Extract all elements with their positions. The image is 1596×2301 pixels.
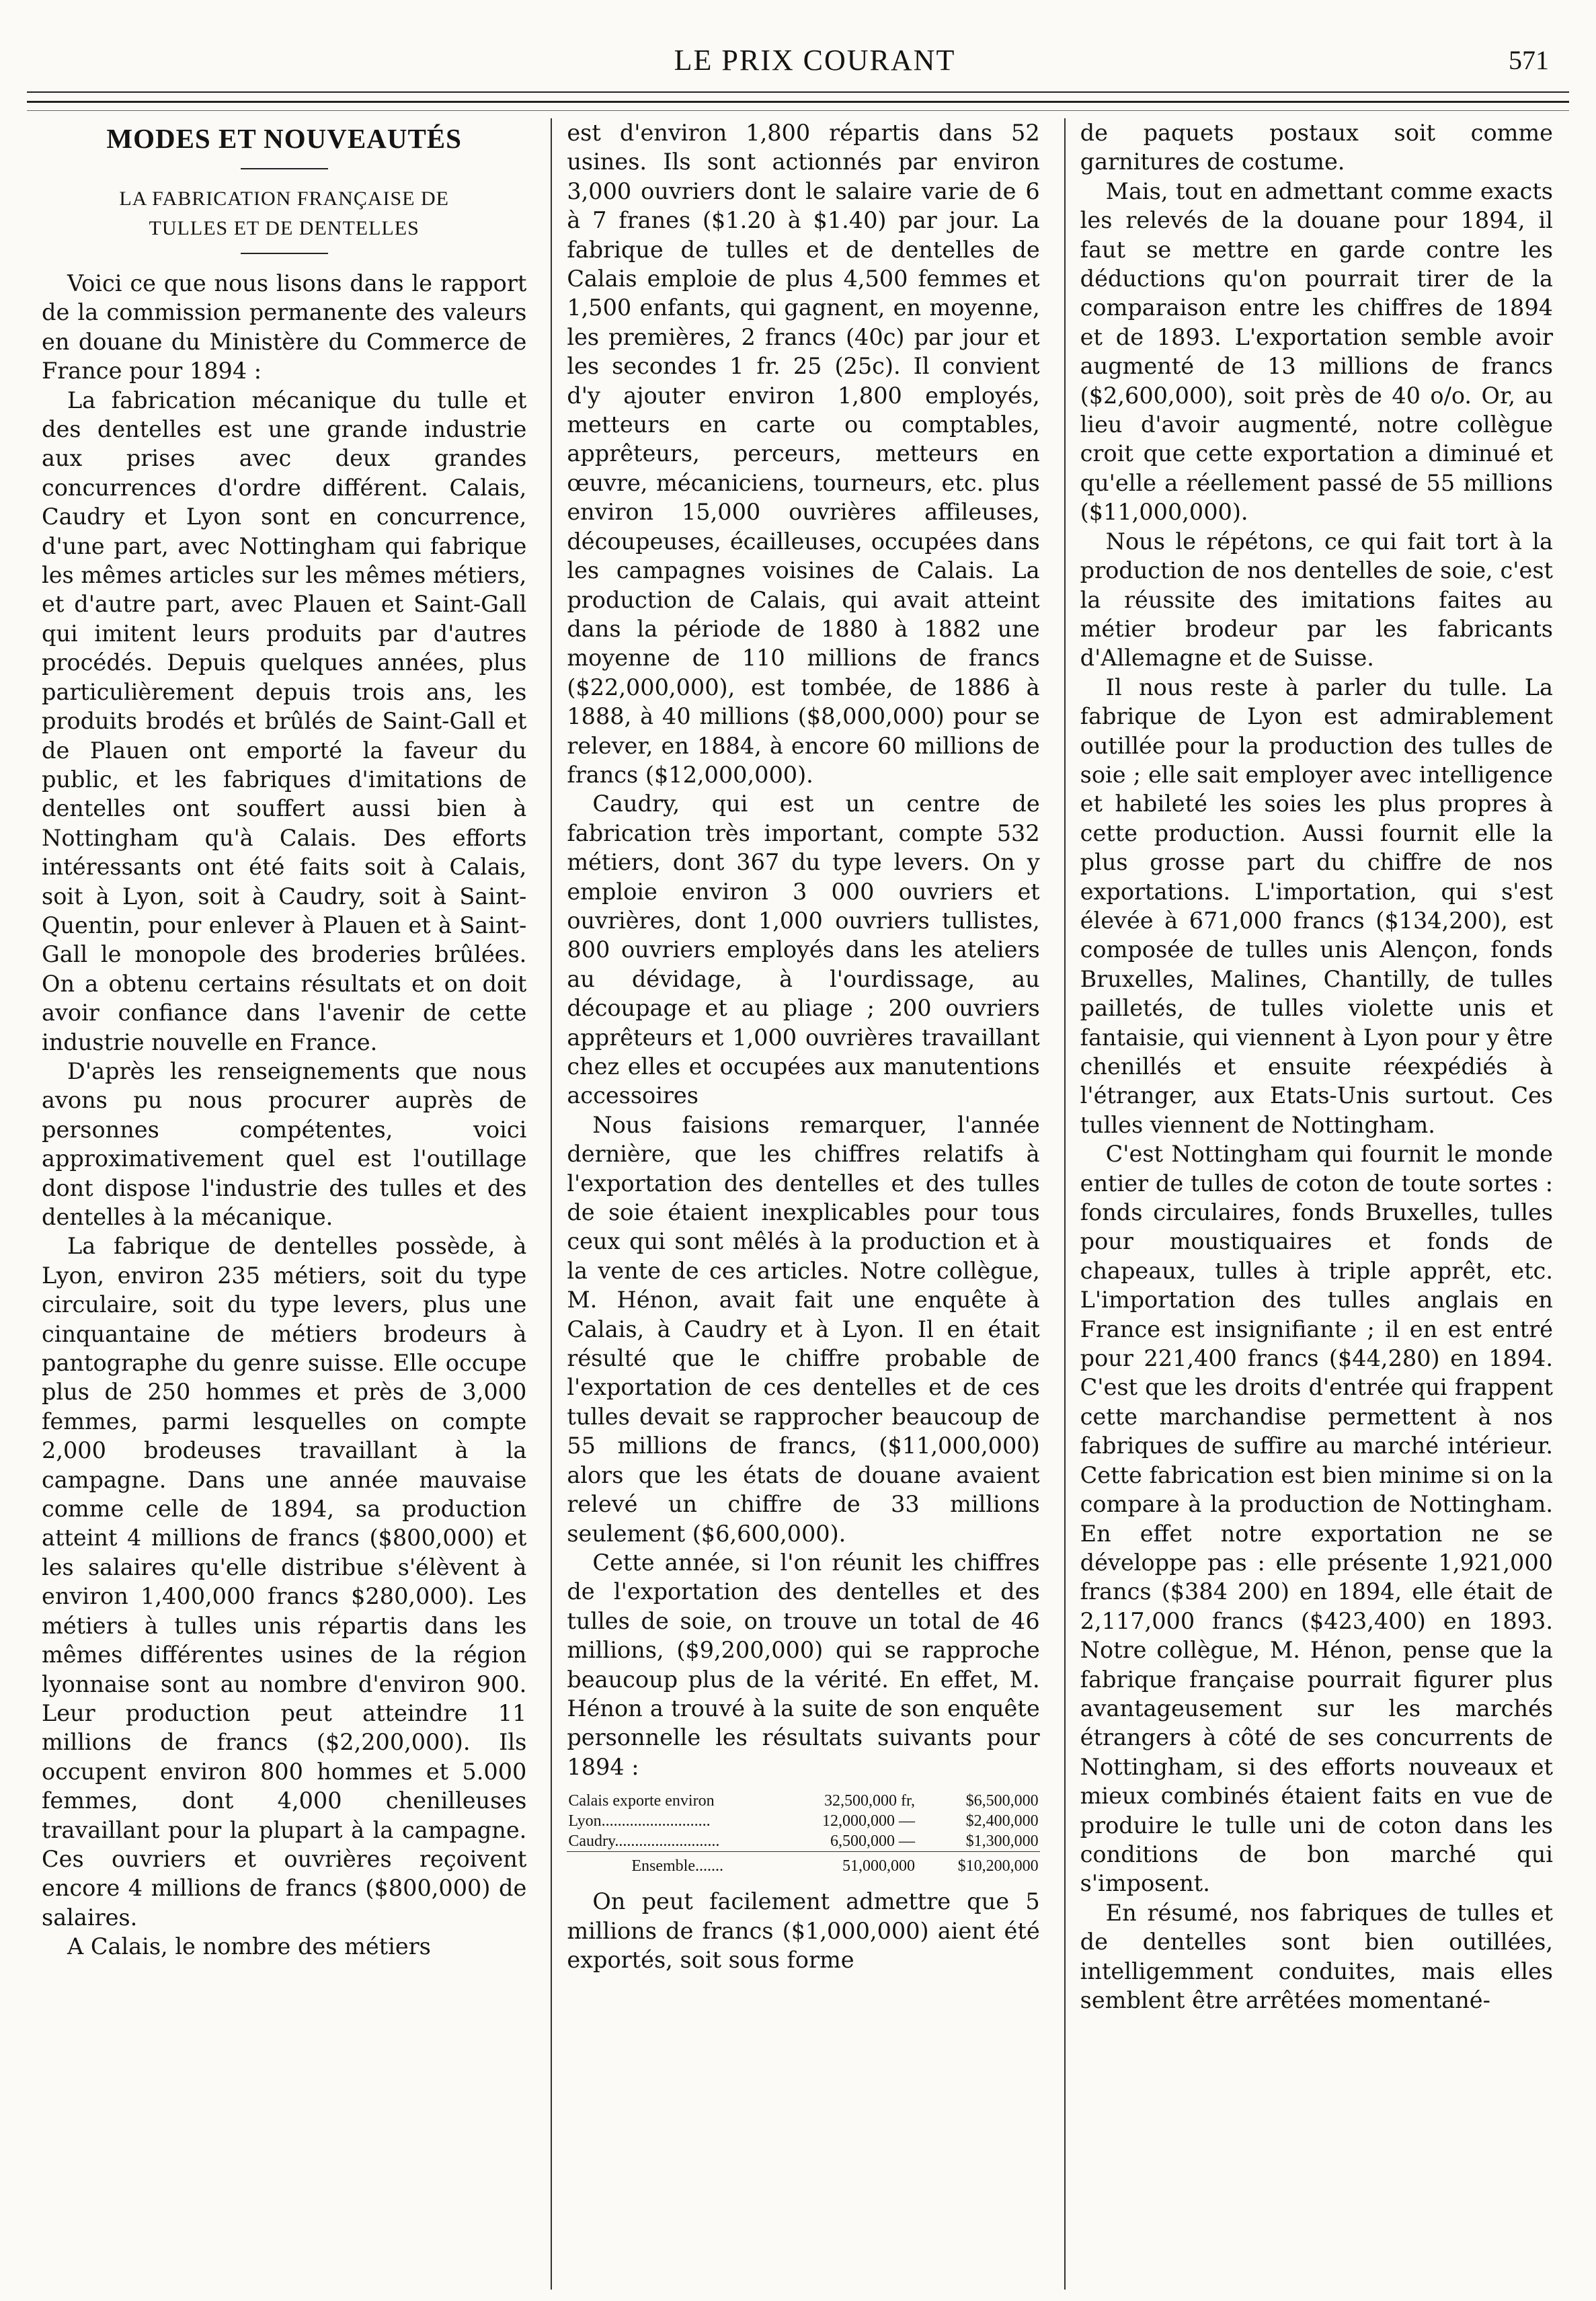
paragraph: Mais, tout en admettant comme exacts les relevés de la douane pour 1894, il faut se mettre en garde contre les déductions qu'on pourrait tirer de la comparaison entre les chiffres de 1894 et de 1893. L'exportation semble avoir augmenté de 13 millions de francs ($2,600,000), soit près de 40 o/o. Or, au lieu d'avoir augmenté, notre collègue croit que cette exportation a diminué et qu'elle a réellement passé de 55 millions ($11,000,000). <box>1080 177 1553 526</box>
column-left <box>38 118 530 2290</box>
paragraph: C'est Nottingham qui fournit le monde entier de tulles de coton de toute sortes : fonds circulaires, fonds Bruxelles, tulles pour moustiquaires et fonds de chapeaux, tulles à triple apprêt, etc. L'importation des tulles anglais en France est insignifiante ; il en est entré pour 221,400 francs ($44,280) en 1894. C'est que les droits d'entrée qui frappent cette marchandise permettent à nos fabriques de suffire au marché intérieur. Cette fabrication est bien minime si on la compare à la production de Nottingham. En effet notre exportation ne se développe pas : elle présente 1,921,000 francs ($384 200) en 1894, elle était de 2,117,000 francs ($423,400) en 1893. Notre collègue, M. Hénon, pense que la fabrique française pourrait figurer plus avantageusement sur les marchés étrangers à côté de ses concurrents de Nottingham, si des efforts nouveaux et mieux combinés étaient faits en vue de produire le tulle uni de coton dans les conditions de bon marché qui s'imposent. <box>1080 1141 1553 1897</box>
header-rule-thick <box>27 101 1569 103</box>
row-label: Caudry.......................... <box>568 1832 720 1851</box>
paragraph: Cette année, si l'on réunit les chiffres de l'exportation des dentelles et des tulles de soie, on trouve un total de 46 millions, ($9,200,000) qui se rapproche beaucoup plus de la vérité. En effet, M. Hénon a trouvé à la suite de son enquête personnelle les résultats suivants pour 1894 : <box>567 1549 1040 1780</box>
paragraph: Il nous reste à parler du tulle. La fabrique de Lyon est admirablement outillée pour la production des tulles de soie ; elle sait employer avec intelligence et habileté les soies les plus propres à cette production. Aussi fournit elle la plus grosse part du chiffre de nos exportations. L'importation, qui s'est élevée à 671,000 francs ($134,200), est composée de tulles unis Alençon, fonds Bruxelles, Malines, Chantilly, de tulles pailletés, de tulles violette unis et fantaisie, qui viennent à Lyon pour y être chenillés et ensuite réexpédiés à l'étranger, aux Etats-Unis surtout. Ces tulles viennent de Nottingham. <box>1080 674 1553 1138</box>
row-dollars: $6,500,000 <box>965 1792 1039 1810</box>
export-table <box>567 1791 1039 1876</box>
paragraph: Caudry, qui est un centre de fabrication très important, compte 532 métiers, dont 367 du type levers. On y emploie environ 3 000 ouvriers et ouvrières, dont 1,000 ouvriers tullistes, 800 ouvriers employés dans les ateliers au dévidage, à l'ourdissage, au découpage et au pliage ; 200 ouvriers apprêteurs et 1,000 ouvrières travaillant chez elles et occupées aux manutentions accessoires <box>567 791 1040 1109</box>
paragraph: Nous le répétons, ce qui fait tort à la production de nos dentelles de soie, c'est la réussite des imitations faites au métier brodeur par les fabricants d'Allemagne et de Suisse. <box>1080 528 1553 672</box>
article-title-line-1: LA FABRICATION FRANÇAISE DE <box>119 188 449 210</box>
row-dollars: $1,300,000 <box>965 1832 1039 1851</box>
paragraph: La fabrication mécanique du tulle et des dentelles est une grande industrie aux prises avec deux grandes concurrences d'ordre différent. Calais, Caudry et Lyon sont en concurrence, d'une part, avec Nottingham qui fabrique les mêmes articles sur les mêmes métiers, et d'autre part, avec Plauen et Saint-Gall qui imitent leurs produits par d'autres procédés. Depuis quelques années, plus particulièrement depuis trois ans, les produits brodés et brûlés de Saint-Gall et de Plauen ont emporté la faveur du public, et les fabriques d'imitations de dentelles ont souffert aussi bien à Nottingham qu'à Calais. Des efforts intéressants ont été faits soit à Calais, soit à Lyon, soit à Caudry, soit à Saint-Quentin, pour enlever à Plauen et à Saint-Gall le monopole des broderies brûlées. On a obtenu certains résultats et on doit avoir confiance dans l'avenir de cette industrie nouvelle en France. <box>42 387 527 1055</box>
row-dollars: $2,400,000 <box>965 1812 1039 1830</box>
header-rule-thin <box>27 110 1569 111</box>
row-francs: 6,500,000 — <box>830 1832 916 1851</box>
paragraph: est d'environ 1,800 répartis dans 52 usines. Ils sont actionnés par environ 3,000 ouvriers dont le salaire varie de 6 à 7 franes ($1.20 à $1.40) par jour. La fabrique de tulles et de dentelles de Calais emploie de plus 4,500 femmes et 1,500 enfants, qui gagnent, en moyenne, les premières, 2 francs (40c) par jour et les secondes 1 fr. 25 (25c). Il convient d'y ajouter environ 1,800 employés, metteurs en carte ou comptables, apprêteurs, perceurs, metteurs en œuvre, mécaniciens, tourneurs, etc. plus environ 15,000 ouvrières affileuses, découpeuses, écailleuses, occupées dans les campagnes voisines de Calais. La production de Calais, qui avait atteint dans la période de 1880 à 1882 une moyenne de 110 millions de francs ($22,000,000), est tombée, de 1886 à 1888, à 40 millions ($8,000,000) pour se relever, en 1884, à encore 60 millions de francs ($12,000,000). <box>567 120 1040 788</box>
paragraph: de paquets postaux soit comme garnitures de costume. <box>1080 120 1553 175</box>
paragraph: Nous faisions remarquer, l'année dernière, que les chiffres relatifs à l'exportation des dentelles et des tulles de soie étaient inexplicables pour tous ceux qui sont mêlés à la production et à la vente de ces articles. Notre collègue, M. Hénon, avait fait une enquête à Calais, à Caudry et à Lyon. Il en était résulté que le chiffre probable de l'exportation de ces dentelles et de ces tulles devait se rapprocher beaucoup de 55 millions de francs, ($11,000,000) alors que les états de douane avaient relevé un chiffre de 33 millions seulement ($6,600,000). <box>567 1111 1040 1547</box>
total-francs: 51,000,000 <box>842 1857 916 1875</box>
row-francs: 32,500,000 fr, <box>824 1792 916 1810</box>
article-columns <box>38 118 1557 2290</box>
title-divider <box>241 168 328 169</box>
paragraph: On peut facilement admettre que 5 millions de francs ($1,000,000) aient été exportés, soit sous forme <box>567 1888 1040 1973</box>
row-label: Calais exporte environ <box>568 1792 715 1810</box>
title-divider <box>241 253 328 254</box>
table-total-row <box>567 1856 1039 1876</box>
column-middle <box>551 118 1043 2290</box>
total-dollars: $10,200,000 <box>957 1857 1039 1875</box>
page-number: 571 <box>1509 45 1549 75</box>
row-label: Lyon........................... <box>568 1812 711 1830</box>
paragraph: D'après les renseignements que nous avons pu nous procurer auprès de personnes compétentes, voici approximativement quel est l'outillage dont dispose l'industrie des tulles et des dentelles à la mécanique. <box>42 1057 527 1230</box>
paragraph: En résumé, nos fabriques de tulles et de dentelles sont bien outillées, intelligemment conduites, mais elles semblent être arrêtées momentané- <box>1080 1899 1553 2013</box>
column-right <box>1064 118 1557 2290</box>
table-row <box>567 1811 1039 1831</box>
section-title: MODES ET NOUVEAUTÉS <box>106 123 462 154</box>
paragraph: La fabrique de dentelles possède, à Lyon, environ 235 métiers, soit du type circulaire, soit du type levers, plus une cinquantaine de métiers brodeurs à pantographe du genre suisse. Elle occupe plus de 250 hommes et près de 3,000 femmes, parmi lesquelles on compte 2,000 brodeuses travaillant à la campagne. Dans une année mauvaise comme celle de 1894, sa production atteint 4 millions de francs ($800,000) et les salaires qu'elle distribue s'élèvent à environ 1,400,000 francs $280,000). Les métiers à tulles unis répartis dans les mêmes différentes usines de la région lyonnaise sont au nombre d'environ 900. Leur production peut atteindre 11 millions de francs ($2,200,000). Ils occupent environ 800 hommes et 5.000 femmes, dont 4,000 chenilleuses travaillant pour la plupart à la campagne. Ces ouvriers et ouvrières reçoivent encore 4 millions de francs ($800,000) de salaires. <box>42 1233 527 1931</box>
paragraph: A Calais, le nombre des métiers <box>67 1933 431 1960</box>
total-label: Ensemble....... <box>631 1857 723 1875</box>
article-title-line-2: TULLES ET DE DENTELLES <box>149 217 420 239</box>
table-row <box>567 1791 1039 1811</box>
running-head <box>81 43 1549 83</box>
article-title <box>42 184 526 243</box>
table-row <box>567 1831 1039 1852</box>
header-rule <box>27 91 1569 93</box>
publication-title: LE PRIX COURANT <box>674 44 956 77</box>
paragraph: Voici ce que nous lisons dans le rapport de la commission permanente des valeurs en douane du Ministère du Commerce de France pour 1894 : <box>42 270 527 385</box>
row-francs: 12,000,000 — <box>822 1812 916 1830</box>
